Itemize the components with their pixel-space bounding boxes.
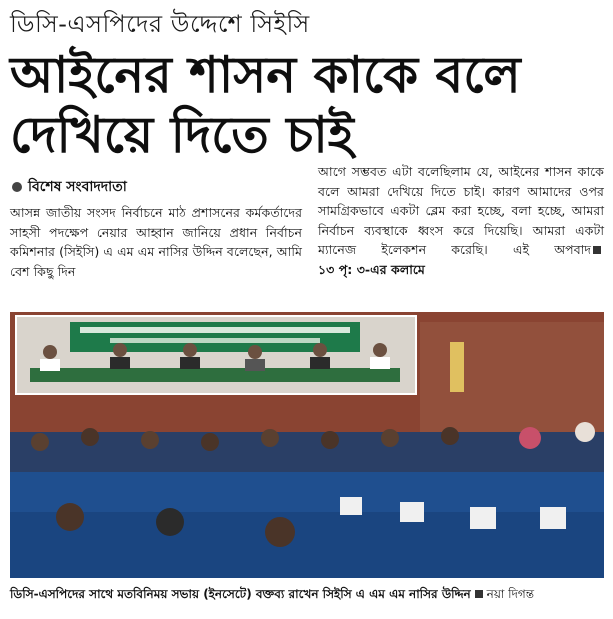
photo-credit: নয়া দিগন্ত [486,587,535,601]
byline-bullet-icon [12,182,22,192]
news-photo [10,312,604,578]
headline-line-2: দেখিয়ে দিতে চাই [10,106,354,164]
meeting-hall-illustration [10,312,604,578]
photo-caption [10,586,534,606]
caption-square-icon [475,590,483,598]
article-kicker: ডিসি-এসপিদের উদ্দেশে সিইসি [10,10,310,38]
continuation-note: ১৩ পৃ: ৩-এর কলামে [318,261,425,277]
body-column-right [318,162,604,279]
byline [12,175,127,199]
byline-text: বিশেষ সংবাদদাতা [28,179,127,195]
body-column-left: আসন্ন জাতীয় সংসদ নির্বাচনে মাঠ প্রশাসনের কর্মকর্তাদের সাহসী পদক্ষেপ নেয়ার আহ্বান জানিয়ে প্রধান নির্বাচন কমিশনার (সিইসি) এ এম এম নাসির উদ্দিন বলেছেন, আমি বেশ কিছু দিন [10,205,302,279]
square-bullet-icon [593,246,601,254]
body-right-text: আগে সম্ভবত এটা বলেছিলাম যে, আইনের শাসন কাকে বলে আমরা দেখিয়ে দিতে চাই। কারণ আমাদের ওপর সামগ্রিকভাবে একটা ব্লেম করা হচ্ছে, বলা হচ্ছে, আমরা নির্বাচন ব্যবস্থাকে ধ্বংস করে দিয়েছি। আমরা একটা ম্যানেজ ইলেকশন করেছি। এই অপবাদ [318,164,604,257]
caption-text: ডিসি-এসপিদের সাথে মতবিনিময় সভায় (ইনসেটে) বক্তব্য রাখেন সিইসি এ এম এম নাসির উদ্দিন [10,587,471,601]
headline-line-1: আইনের শাসন কাকে বলে [10,46,521,104]
